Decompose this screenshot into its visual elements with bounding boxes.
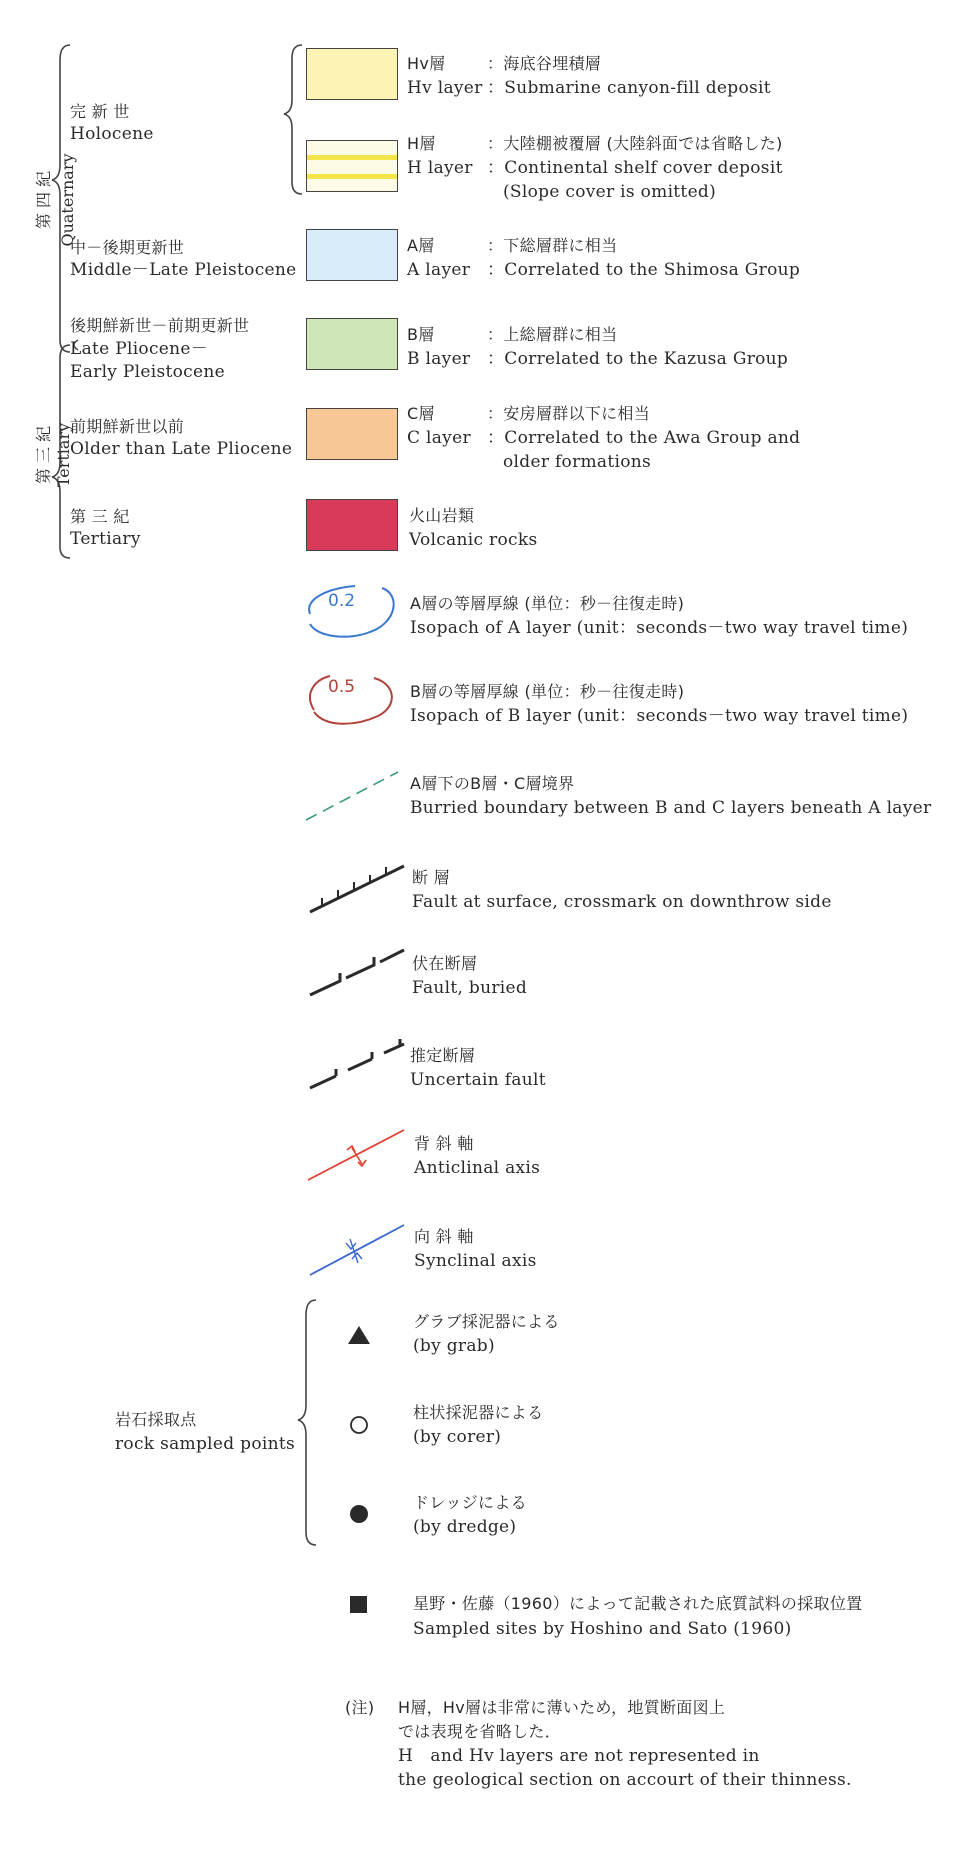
epoch-late-pliocene-jp: 後期鮮新世－前期更新世 (70, 316, 250, 335)
layer-c-name-en: C layer (407, 428, 471, 448)
anticline-en: Anticlinal axis (414, 1158, 541, 1178)
layer-hv-desc-jp: ：海底谷埋積層 (487, 54, 602, 73)
layer-b-name-jp: B層 (407, 325, 435, 344)
fault-uncertain-icon (300, 1038, 400, 1098)
note-jp-2: では表現を省略した． (398, 1722, 562, 1741)
samples-group-en: rock sampled points (115, 1434, 295, 1454)
tertiary-jp: 第 三 紀 (34, 425, 53, 485)
square-icon (349, 1595, 369, 1615)
epoch-late-pliocene-en1: Late Pliocene－ (70, 339, 209, 359)
tertiary-en: Tertiary (54, 422, 73, 488)
hoshino-en: Sampled sites by Hoshino and Sato (1960) (413, 1619, 792, 1639)
layer-hv-desc-en: ：Submarine canyon-fill deposit (487, 78, 771, 98)
swatch-hv-layer (306, 48, 398, 100)
open-circle-icon (347, 1413, 371, 1437)
layer-a-name-jp: A層 (407, 236, 435, 255)
epoch-tertiary-jp: 第 三 紀 (70, 507, 130, 526)
isopach-b-en: Isopach of B layer (unit：seconds－two way travel time) (410, 706, 909, 726)
isopach-a-label: 0.2 (328, 591, 356, 611)
epoch-mid-late-pleistocene-jp: 中－後期更新世 (70, 238, 185, 257)
layer-hv-name-jp: Hv層 (407, 54, 446, 73)
layer-a-desc-en: ：Correlated to the Shimosa Group (487, 260, 801, 280)
epoch-older-jp: 前期鮮新世以前 (70, 417, 185, 436)
layer-h-name-jp: H層 (407, 134, 436, 153)
swatch-h-layer (306, 140, 398, 192)
note-en-2: the geological section on accourt of their thinness. (398, 1770, 852, 1790)
swatch-b-layer (306, 318, 398, 370)
isopach-b-icon (300, 666, 400, 736)
sample-grab-jp: グラブ採泥器による (413, 1312, 560, 1331)
layer-h-desc-en: ：Continental shelf cover deposit (487, 158, 783, 178)
layer-h-desc-en2: (Slope cover is omitted) (503, 182, 717, 202)
note-en-1: H and Hv layers are not represented in (398, 1746, 760, 1766)
hoshino-jp: 星野・佐藤（1960）によって記載された底質試料の採取位置 (413, 1594, 863, 1613)
sample-corer-en: (by corer) (413, 1427, 502, 1447)
epoch-holocene-en: Holocene (70, 124, 154, 144)
sample-corer-jp: 柱状採泥器による (413, 1403, 544, 1422)
triangle-icon (347, 1325, 371, 1345)
isopach-b-label: 0.5 (328, 677, 356, 697)
layer-hv-name-en: Hv layer (407, 78, 483, 98)
swatch-a-layer (306, 229, 398, 281)
syncline-en: Synclinal axis (414, 1251, 537, 1271)
layer-b-desc-jp: ：上総層群に相当 (487, 325, 618, 344)
layer-b-desc-en: ：Correlated to the Kazusa Group (487, 349, 789, 369)
syncline-icon (300, 1219, 400, 1279)
fault-buried-jp: 伏在断層 (412, 954, 478, 973)
isopach-a-jp: A層の等層厚線 (単位：秒－往復走時) (410, 594, 685, 613)
note-jp-1: H層，Hv層は非常に薄いため，地質断面図上 (398, 1698, 726, 1717)
fault-buried-icon (300, 945, 400, 1005)
layer-h-name-en: H layer (407, 158, 473, 178)
note-label: (注) (345, 1698, 375, 1717)
fault-uncertain-en: Uncertain fault (410, 1070, 546, 1090)
filled-circle-icon (347, 1502, 371, 1526)
epoch-mid-late-pleistocene-en: Middle－Late Pleistocene (70, 260, 297, 280)
samples-group-jp: 岩石採取点 (115, 1410, 197, 1429)
layer-c-desc-jp: ：安房層群以下に相当 (487, 404, 651, 423)
fault-surface-en: Fault at surface, crossmark on downthrow side (412, 892, 832, 912)
epoch-late-pliocene-en2: Early Pleistocene (70, 362, 225, 382)
layer-c-name-jp: C層 (407, 404, 435, 423)
swatch-h-stripe-1 (307, 155, 397, 160)
epoch-older-en: Older than Late Pliocene (70, 439, 293, 459)
swatch-volcanic (306, 499, 398, 551)
anticline-icon (300, 1126, 400, 1186)
anticline-jp: 背 斜 軸 (414, 1134, 474, 1153)
epoch-tertiary-en: Tertiary (70, 529, 141, 549)
isopach-a-en: Isopach of A layer (unit：seconds－two way travel time) (410, 618, 909, 638)
tertiary-label (18, 405, 78, 505)
isopach-b-jp: B層の等層厚線 (単位：秒－往復走時) (410, 682, 685, 701)
quaternary-label (18, 150, 78, 250)
layer-volcanic-jp: 火山岩類 (409, 506, 475, 525)
buried-boundary-jp: A層下のB層・C層境界 (410, 774, 575, 793)
layer-c-desc-en2: older formations (503, 452, 652, 472)
layer-h-desc-jp: ：大陸棚被覆層 (大陸斜面では省略した) (487, 134, 783, 153)
fault-surface-icon (300, 862, 400, 922)
isopach-a-icon (300, 578, 400, 648)
buried-boundary-icon (300, 770, 400, 830)
fault-buried-en: Fault, buried (412, 978, 528, 998)
sample-dredge-jp: ドレッジによる (413, 1493, 527, 1512)
swatch-h-stripe-2 (307, 174, 397, 179)
sample-grab-en: (by grab) (413, 1336, 495, 1356)
layer-volcanic-en: Volcanic rocks (409, 530, 538, 550)
layer-c-desc-en: ：Correlated to the Awa Group and (487, 428, 801, 448)
layer-a-desc-jp: ：下総層群に相当 (487, 236, 618, 255)
syncline-jp: 向 斜 軸 (414, 1227, 474, 1246)
epoch-holocene-jp: 完 新 世 (70, 102, 130, 121)
layer-a-name-en: A layer (407, 260, 471, 280)
layer-b-name-en: B layer (407, 349, 471, 369)
sample-dredge-en: (by dredge) (413, 1517, 517, 1537)
fault-surface-jp: 断 層 (412, 868, 450, 887)
fault-uncertain-jp: 推定断層 (410, 1046, 476, 1065)
quaternary-en: Quaternary (58, 153, 77, 247)
swatch-c-layer (306, 408, 398, 460)
buried-boundary-en: Burried boundary between B and C layers beneath A layer (410, 798, 932, 818)
quaternary-jp: 第 四 紀 (34, 170, 53, 230)
